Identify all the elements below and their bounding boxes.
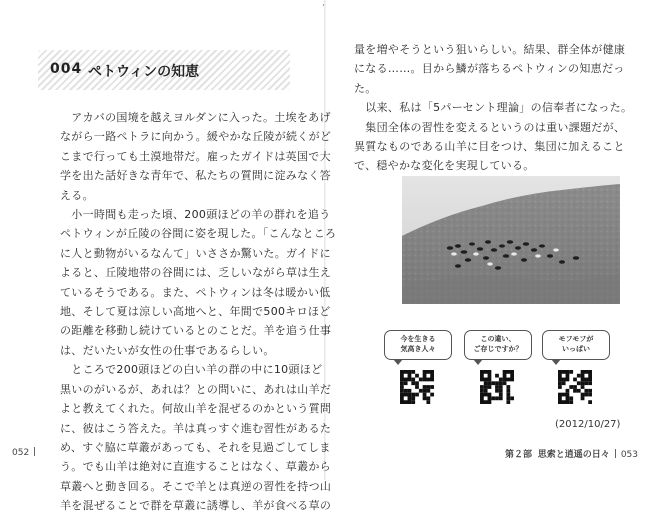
part-label: 第２部: [505, 450, 533, 460]
text-line: 学を出た話好きな青年で、私たちの質問に淀みなく答: [60, 169, 331, 183]
body-paragraph: [354, 98, 632, 117]
qr-code-icon[interactable]: [480, 370, 514, 404]
section-title: ペトウィンの知恵: [88, 64, 200, 80]
qr-code-icon[interactable]: [558, 370, 592, 404]
text-line: ところで200頭ほどの白い羊の群の中に10頭ほど: [60, 363, 323, 377]
body-paragraph: [60, 360, 336, 515]
section-label: 思索と逍遥の日々: [537, 450, 610, 460]
text-line: 羊を混ぜることで群を草叢に誘導し、羊が食べる草の: [60, 499, 332, 513]
body-paragraph: [354, 118, 632, 176]
qr-code-icon[interactable]: [400, 370, 434, 404]
text-line: 以来、私は「5パーセント理論」の信奉者になった。: [354, 101, 633, 115]
text-line: め、すぐ脇に草叢があっても、それを見過ごしてしま: [60, 440, 331, 454]
left-folio: [12, 447, 40, 458]
right-body-text: [354, 40, 632, 176]
text-line: 集団全体の習性を変えるというのは重い課題だが、: [354, 120, 626, 134]
text-line: に人と動物がいるなんて」いささか驚いた。ガイドに: [60, 246, 331, 260]
qr-caption-line: この違い、: [480, 335, 516, 343]
qr-caption-line: 今を生きる: [400, 335, 436, 343]
text-line: よると、丘陵地帯の谷間には、乏しいながら草は生え: [60, 266, 332, 280]
text-line: 小一時間も走った頃、200頭ほどの羊の群れを追う: [60, 208, 331, 222]
text-line: の距離を移動し続けているとのことだ。羊を追う仕事: [60, 324, 332, 338]
text-line: は、だいたいが女性の仕事であるらしい。: [60, 343, 275, 357]
section-heading: [38, 50, 290, 90]
entry-date: (2012/10/27): [555, 419, 621, 430]
text-line: になる……。目から鱗が落ちるペトウィンの知恵だっ: [354, 62, 625, 76]
qr-caption-bubble: [542, 330, 610, 360]
text-line: える。: [60, 188, 94, 202]
folio-divider: [615, 449, 616, 458]
page-number-left: 052: [12, 448, 30, 458]
qr-caption-line: 気高き人々: [400, 344, 436, 353]
qr-block-3[interactable]: [542, 330, 612, 410]
qr-block-2[interactable]: [464, 330, 534, 410]
goat-herd-photo: [402, 176, 620, 304]
qr-caption-line: ご存じですか？: [473, 344, 523, 353]
text-line: で、穏やかな変化を実現している。: [354, 159, 535, 173]
text-line: ながら一路ペトラに向かう。緩やかな丘陵が続くがど: [60, 130, 332, 144]
text-line: アカバの国境を越えヨルダンに入った。土埃をあげ: [60, 111, 331, 124]
text-line: 異質なものである山羊に目をつけ、集団に加えること: [354, 140, 625, 154]
text-line: ているそうである。また、ペトウィンは冬は暖かい低: [60, 285, 331, 299]
text-line: 地、そして夏は涼しい高地へと、年間で500キロほど: [60, 305, 331, 319]
text-line: 量を増やそうという狙いらしい。結果、群全体が健康: [354, 43, 626, 56]
body-paragraph: [354, 40, 632, 98]
page-number-right: 053: [620, 450, 638, 460]
section-number: 004: [50, 61, 83, 77]
body-paragraph: [60, 108, 336, 205]
text-line: ペトウィンが丘陵の谷間に姿を現した。「こんなところ: [60, 227, 337, 241]
qr-block-1[interactable]: [384, 330, 454, 410]
body-paragraph: [60, 205, 336, 360]
right-folio: [505, 447, 638, 460]
qr-caption-line: モフモフが: [558, 335, 594, 343]
qr-caption-bubble: [384, 330, 452, 360]
text-line: に、彼はこう答えた。羊は真っすぐ進む習性があるた: [60, 421, 332, 435]
text-line: う。でも山羊は絶対に直進することはなく、草叢から: [60, 460, 331, 474]
text-line: 黒いのがいるが、あれは？との問いに、あれは山羊だ: [60, 382, 332, 396]
text-line: た。: [354, 81, 377, 95]
qr-caption-bubble: [464, 330, 532, 360]
text-line: 草叢へと動き回る。そこで羊とは真逆の習性を持つ山: [60, 479, 332, 493]
photo-illustration: [402, 176, 620, 304]
text-line: よと教えてくれた。何故山羊を混ぜるのかという質問: [60, 402, 332, 416]
folio-divider: [34, 447, 35, 456]
qr-caption-line: いっぱい: [562, 344, 590, 353]
right-page: [326, 0, 650, 480]
text-line: こまで行っても土漠地帯だ。雇ったガイドは英国で大: [60, 149, 331, 163]
left-body-text: [60, 108, 336, 516]
